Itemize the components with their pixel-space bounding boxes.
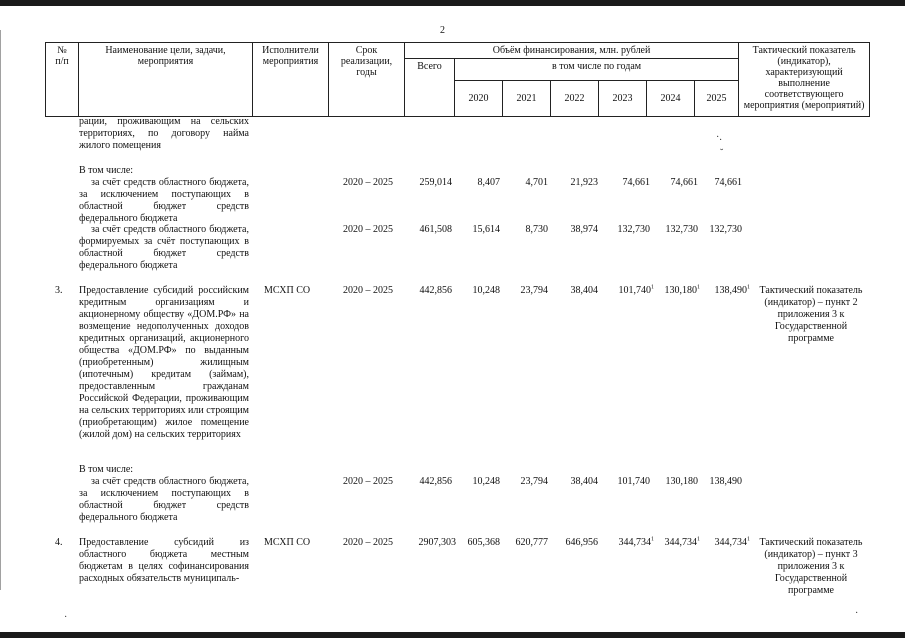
subrow-total: 442,856: [419, 476, 452, 487]
subrow-2020: 10,248: [472, 476, 500, 487]
subrow-2024: 132,730: [665, 224, 698, 235]
item-number: 4.: [55, 537, 63, 548]
header-num: № п/п: [46, 43, 79, 117]
footnote-mark: 1: [747, 284, 750, 291]
subrow-2020: 8,407: [477, 177, 500, 188]
subrow-2025: 132,730: [709, 224, 742, 235]
subrow-text: за счёт средств областного бюджета, формируемых за счёт поступающих в областной бюджет средств федерального бюджета: [79, 224, 249, 271]
subrow-term: 2020 – 2025: [343, 224, 393, 235]
subrow-2023: 132,730: [617, 224, 650, 235]
subrow-2021: 8,730: [525, 224, 548, 235]
subrow-2023: 74,661: [622, 177, 650, 188]
item-2021: 620,777: [515, 537, 548, 548]
item-total: 2907,303: [418, 537, 456, 548]
scan-bottom-edge: [0, 632, 905, 638]
item-2024: 344,734$^1$: [664, 536, 700, 548]
item-total: 442,856: [419, 285, 452, 296]
subrow-2021: 23,794: [520, 476, 548, 487]
subrow-2024: 74,661: [670, 177, 698, 188]
item-executor: МСХП СО: [264, 537, 311, 548]
subrow-2022: 21,923: [570, 177, 598, 188]
item-term: 2020 – 2025: [343, 537, 393, 548]
header-year: 2020: [455, 81, 503, 117]
header-executor: Исполнители мероприятия: [253, 43, 329, 117]
item-term: 2020 – 2025: [343, 285, 393, 296]
header-by-years: в том числе по годам: [455, 59, 739, 81]
header-indicator: Тактический показатель (индикатор), характеризующий выполнение соответствующего мероприятия (мероприятий): [739, 43, 870, 117]
item-2022: 38,404: [570, 285, 598, 296]
header-year: 2021: [503, 81, 551, 117]
subrow-2023: 101,740: [617, 476, 650, 487]
subrow-text: за счёт средств областного бюджета, за исключением поступающих в областной бюджет средств федерального бюджета: [79, 476, 249, 523]
header-financing: Объём финансирования, млн. рублей: [405, 43, 739, 59]
item-2020: 605,368: [467, 537, 500, 548]
scan-speck: ·.: [716, 132, 722, 143]
item-2022: 646,956: [565, 537, 598, 548]
item-text: Предоставление субсидий из областного бюджета местным бюджетам в целях софинансирования расходных обязательств муниципаль-: [79, 537, 249, 584]
subrow-2022: 38,404: [570, 476, 598, 487]
subrow-text: за счёт средств областного бюджета, за исключением поступающих в областной бюджет средств федерального бюджета: [79, 177, 249, 224]
subrow-2022: 38,974: [570, 224, 598, 235]
header-name: Наименование цели, задачи, мероприятия: [79, 43, 253, 117]
scan-speck: ˘: [720, 148, 724, 159]
footnote-mark: 1: [651, 284, 654, 291]
item-executor: МСХП СО: [264, 285, 311, 296]
continued-text: рации, проживающим на сельских территориях, по договору найма жилого помещения: [79, 116, 249, 151]
item-2025: 344,734$^1$: [714, 536, 750, 548]
footnote-mark: 1: [747, 536, 750, 543]
scan-top-edge: [0, 0, 905, 6]
subrow-total: 461,508: [419, 224, 452, 235]
header-year: 2024: [647, 81, 695, 117]
header-year: 2025: [695, 81, 739, 117]
header-term: Срок реализации, годы: [329, 43, 405, 117]
subrow-2025: 138,490: [709, 476, 742, 487]
subrow-term: 2020 – 2025: [343, 177, 393, 188]
header-year: 2022: [551, 81, 599, 117]
table-header: [45, 42, 870, 117]
item-2020: 10,248: [472, 285, 500, 296]
subrow-2021: 4,701: [525, 177, 548, 188]
scan-speck: ·: [64, 612, 68, 623]
subrow-term: 2020 – 2025: [343, 476, 393, 487]
header-total: Всего: [405, 59, 455, 117]
including-label: В том числе:: [79, 165, 134, 176]
scan-left-edge: [0, 30, 1, 590]
subrow-2024: 130,180: [665, 476, 698, 487]
item-2025: 138,490$^1$: [714, 284, 750, 296]
item-2023: 344,734$^1$: [618, 536, 654, 548]
item-indicator: Тактический показатель (индикатор) – пункт 3 приложения 3 к Государственной программе: [759, 537, 863, 596]
scan-speck: ·: [855, 608, 859, 619]
subrow-total: 259,014: [419, 177, 452, 188]
footnote-mark: 1: [651, 536, 654, 543]
item-number: 3.: [55, 285, 63, 296]
item-text: Предоставление субсидий российским кредитным организациям и акционерному обществу «ДОМ.РФ» на возмещение недополученных доходов кредитных организаций, акционерного общества «ДОМ.РФ» по выданным (приобретенным) жилищным (ипотечным) кредитам (займам), предоставленным гражданам Российской Федерации, проживающим на сельских территориях или строящим (приобретающим) жилое помещение (жилой дом) на сельских территориях: [79, 285, 249, 440]
item-indicator: Тактический показатель (индикатор) – пункт 2 приложения 3 к Государственной программе: [759, 285, 863, 344]
page-number: 2: [440, 25, 445, 36]
item-2021: 23,794: [520, 285, 548, 296]
including-label: В том числе:: [79, 464, 134, 475]
footnote-mark: 1: [697, 536, 700, 543]
subrow-2020: 15,614: [472, 224, 500, 235]
item-2023: 101,740$^1$: [618, 284, 654, 296]
subrow-2025: 74,661: [714, 177, 742, 188]
footnote-mark: 1: [697, 284, 700, 291]
item-2024: 130,180$^1$: [664, 284, 700, 296]
header-year: 2023: [599, 81, 647, 117]
